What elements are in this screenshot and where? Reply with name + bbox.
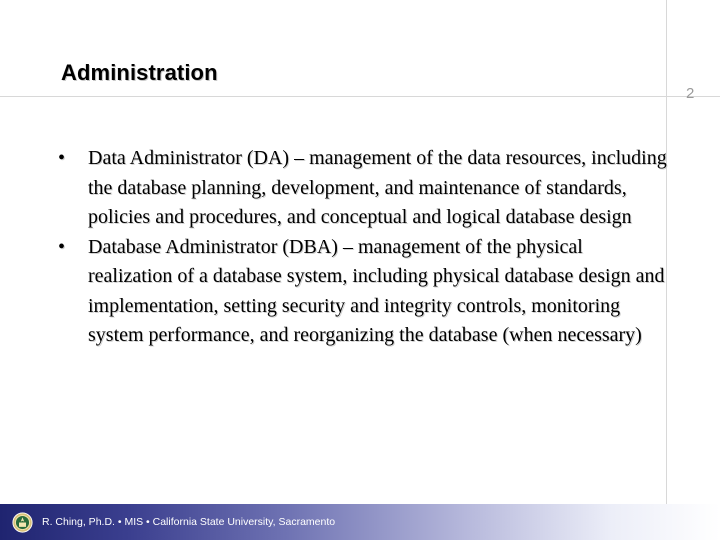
bullet-text: Database Administrator (DBA) – management of the physical realization of a database system, including physical database design and implementation, setting security and integrity controls, monitoring system performance, and reorganizing the database (when necessary)	[88, 235, 665, 346]
bullet-item-da	[58, 144, 668, 233]
footer-credit: R. Ching, Ph.D. • MIS • California State University, Sacramento	[42, 516, 336, 528]
bullet-list	[58, 144, 668, 351]
bullet-item-dba	[58, 233, 668, 351]
bullet-icon: •	[58, 147, 66, 169]
slide-number: 2	[686, 85, 695, 102]
footer-bar	[0, 504, 720, 540]
slide-title: Administration	[61, 60, 218, 85]
university-seal-icon	[12, 512, 33, 533]
bullet-text: Data Administrator (DA) – management of the data resources, including the database planning, development, and maintenance of standards, policies and procedures, and conceptual and logical database design	[88, 147, 667, 228]
title-divider	[0, 96, 720, 97]
bullet-icon: •	[58, 235, 66, 258]
